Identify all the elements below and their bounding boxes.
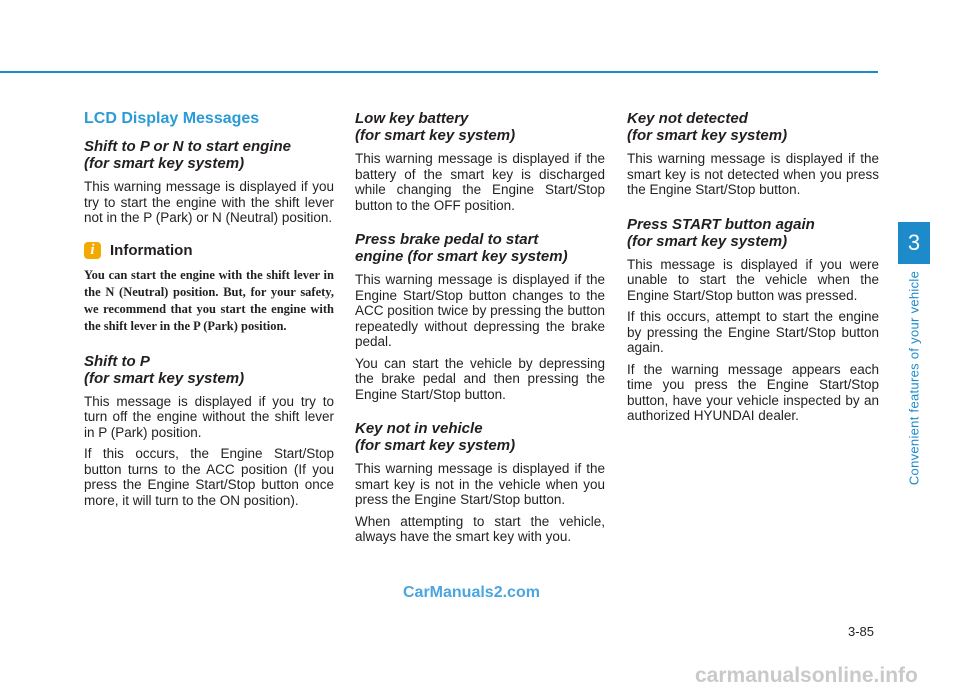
watermark-link[interactable]: CarManuals2.com [403, 584, 540, 601]
heading-key-not-detected [627, 110, 879, 144]
paragraph: This warning message is displayed if the Engine Start/Stop button changes to the ACC position twice by pressing the button repeatedly without depressing the brake pedal. [355, 272, 605, 349]
heading-key-not-in-vehicle [355, 420, 605, 454]
section-title: LCD Display Messages [84, 110, 260, 127]
paragraph: If this occurs, attempt to start the engine by pressing the Engine Start/Stop button again. [627, 309, 879, 355]
paragraph: You can start the vehicle by depressing the brake pedal and then pressing the Engine Start/Stop button. [355, 355, 605, 402]
heading-line: (for smart key system) [355, 437, 516, 454]
chapter-number-tab: 3 [898, 222, 930, 264]
paragraph: When attempting to start the vehicle, always have the smart key with you. [355, 513, 605, 544]
information-header [84, 242, 334, 259]
heading-line: (for smart key system) [84, 155, 245, 172]
paragraph: This message is displayed if you try to turn off the engine without the shift lever in P (Park) position. [84, 393, 334, 440]
heading-press-brake-pedal [355, 231, 605, 265]
heading-shift-p-or-n [84, 138, 334, 172]
heading-shift-to-p [84, 353, 334, 387]
heading-line: (for smart key system) [84, 369, 245, 387]
information-title: Information [110, 241, 193, 259]
heading-line: Key not in vehicle [355, 420, 483, 437]
paragraph: This warning message is displayed if the smart key is not detected when you press the Engine Start/Stop button. [627, 151, 879, 197]
paragraph: If this occurs, the Engine Start/Stop button turns to the ACC position (If you press the Engine Start/Stop button once more, it will turn to the ON position). [84, 446, 334, 508]
heading-line: Shift to P [84, 352, 150, 370]
column-2 [355, 110, 605, 551]
column-3 [627, 110, 879, 430]
paragraph: This warning message is displayed if you try to start the engine with the shift lever not in the P (Park) or N (Neutral) position. [84, 179, 334, 225]
heading-low-key-battery [355, 110, 605, 144]
heading-line: (for smart key system) [627, 232, 788, 250]
paragraph: This message is displayed if you were unable to start the vehicle when the Engine Start/Stop button was pressed. [627, 256, 879, 303]
page-number: 3-85 [848, 624, 875, 639]
watermark-text: carmanualsonline.info [695, 664, 918, 687]
information-icon: i [84, 242, 101, 259]
heading-press-start-again [627, 216, 879, 250]
header-rule [0, 71, 878, 73]
chapter-title-vertical: Convenient features of your vehicle [906, 270, 922, 486]
column-1 [84, 110, 334, 514]
heading-line: Low key battery [355, 110, 469, 127]
paragraph: This warning message is displayed if the battery of the smart key is discharged while changing the Engine Start/Stop button to the OFF position. [355, 151, 605, 213]
information-text: You can start the engine with the shift lever in the N (Neutral) position. But, for your safety, we recommend that you start the engine with the shift lever in the P (Park) position. [84, 267, 334, 333]
paragraph: This warning message is displayed if the smart key is not in the vehicle when you press the Engine Start/Stop button. [355, 461, 605, 507]
heading-line: Key not detected [627, 110, 748, 127]
heading-line: Shift to P or N to start engine [84, 138, 291, 155]
heading-line: (for smart key system) [355, 127, 516, 144]
heading-line: engine (for smart key system) [355, 248, 568, 265]
heading-line: (for smart key system) [627, 127, 788, 144]
heading-line: Press brake pedal to start [355, 231, 539, 248]
heading-line: Press START button again [627, 215, 815, 233]
paragraph: If the warning message appears each time you press the Engine Start/Stop button, have your vehicle inspected by an authorized HYUNDAI dealer. [627, 361, 879, 423]
